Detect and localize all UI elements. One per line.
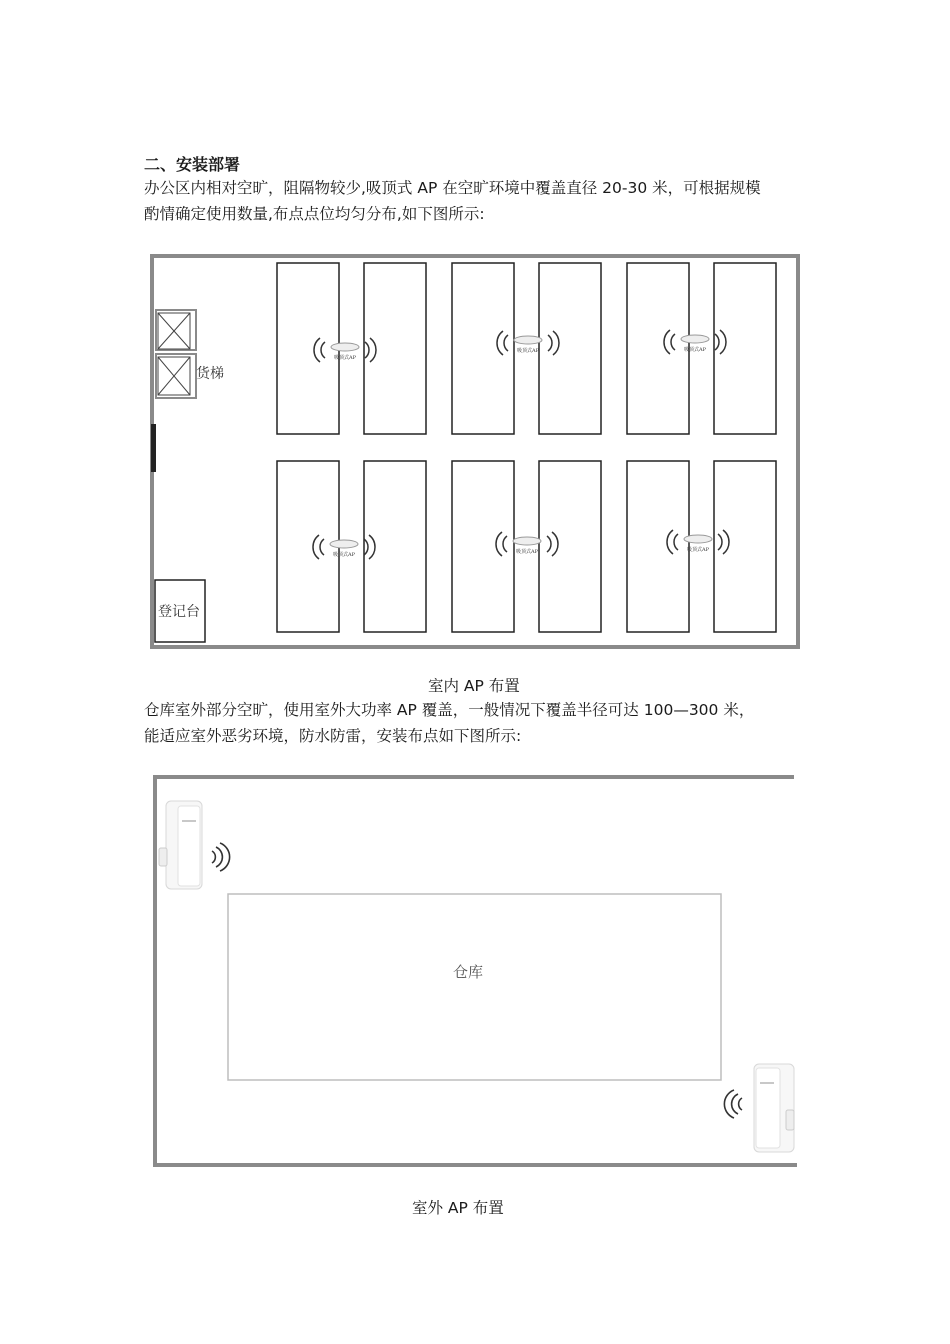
desk-block	[627, 263, 689, 434]
reception-label: 登记台	[158, 604, 200, 620]
ap-label: 吸顶式AP	[516, 549, 538, 555]
wifi-signal-icon	[724, 1090, 742, 1118]
outdoor-line-2: 能适应室外恶劣环境，防水防雷，安装布点如下图所示:	[144, 727, 522, 745]
warehouse-label: 仓库	[452, 963, 484, 981]
ceiling-ap-icon	[513, 537, 541, 545]
ap-label: 吸顶式AP	[684, 347, 706, 353]
desk-block	[277, 263, 339, 434]
desk-block	[714, 263, 776, 434]
desk-block	[714, 461, 776, 632]
desk-grid	[277, 263, 776, 632]
intro-line-1: 办公区内相对空旷，阻隔物较少,吸顶式 AP 在空旷环境中覆盖直径 20-30 米，可根据规模	[144, 179, 761, 197]
desk-block	[539, 263, 601, 434]
elevator-block	[156, 310, 196, 398]
outdoor-ap-bottom-right	[724, 1064, 794, 1152]
desk-block	[277, 461, 339, 632]
wifi-signal-icon	[212, 843, 230, 871]
ceiling-ap-icon	[514, 336, 542, 344]
outdoor-line-1: 仓库室外部分空旷，使用室外大功率 AP 覆盖，一般情况下覆盖半径可达 100—300 米，	[144, 701, 755, 719]
outdoor-ap-top-left	[159, 801, 230, 889]
desk-block	[627, 461, 689, 632]
desk-block	[364, 461, 426, 632]
desk-block	[364, 263, 426, 434]
warehouse-outline	[228, 894, 721, 1080]
desk-block	[452, 461, 514, 632]
section-heading: 二、安装部署	[144, 155, 241, 174]
ceiling-ap-icon	[681, 335, 709, 343]
figure1-caption: 室内 AP 布置	[428, 677, 520, 695]
desk-block	[539, 461, 601, 632]
entrance-door	[151, 424, 156, 472]
ap-label: 吸顶式AP	[333, 552, 355, 558]
ap-label: 吸顶式AP	[334, 355, 356, 361]
ceiling-ap-icon	[331, 343, 359, 351]
ceiling-ap-icon	[330, 540, 358, 548]
figure2-caption: 室外 AP 布置	[412, 1199, 504, 1217]
elevator-label: 货梯	[196, 366, 224, 382]
intro-line-2: 酌情确定使用数量,布点点位均匀分布,如下图所示:	[144, 205, 485, 223]
ap-label: 吸顶式AP	[687, 547, 709, 553]
outdoor-paragraph	[144, 697, 754, 749]
ceiling-ap-icon	[684, 535, 712, 543]
ap-label: 吸顶式AP	[517, 348, 539, 354]
outdoor-ap-layout	[155, 777, 797, 1165]
